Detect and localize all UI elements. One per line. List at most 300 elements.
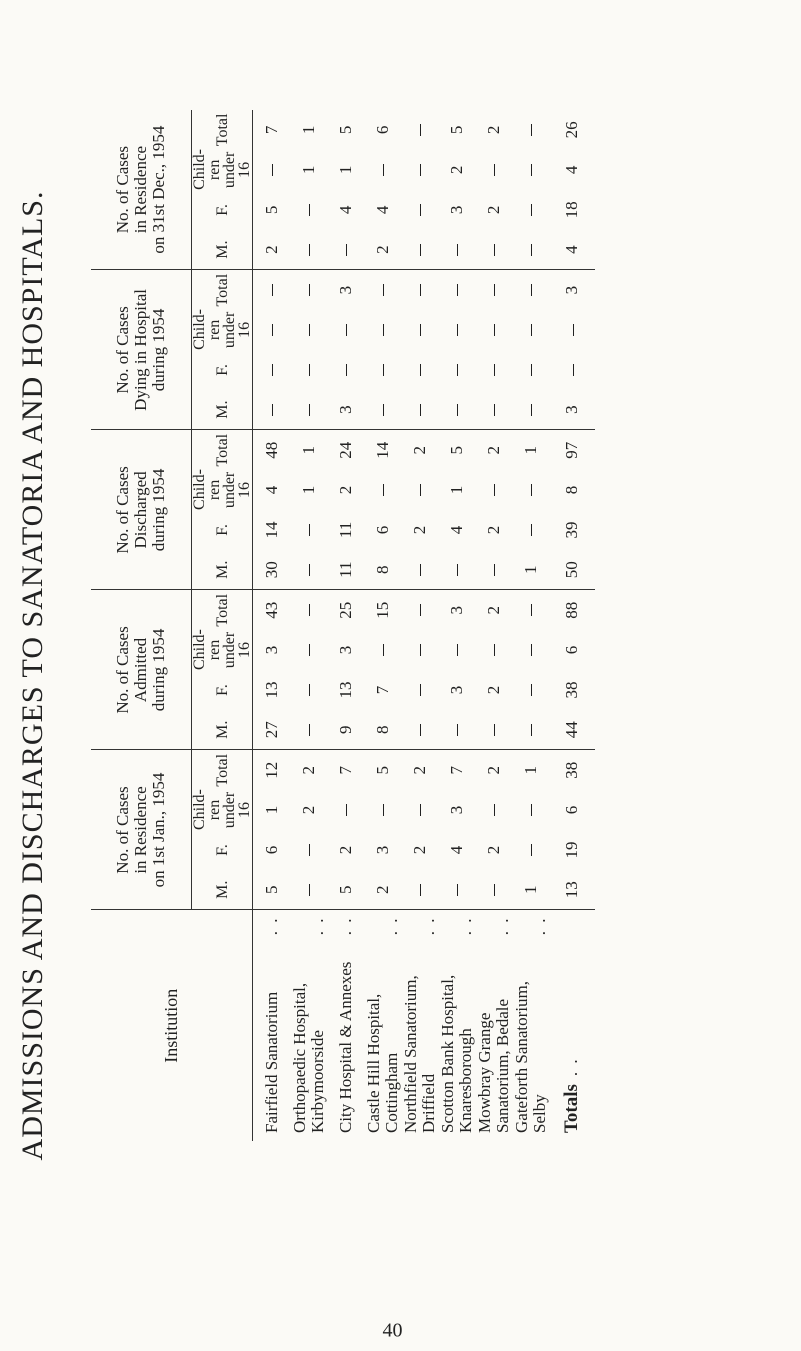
value-cell [364, 630, 401, 670]
value-cell: 13 [261, 681, 281, 699]
value-cell [549, 350, 595, 390]
subheader-cell: Child-ren under 16 [191, 629, 253, 670]
dash-mark [420, 604, 421, 616]
dash-mark [309, 604, 310, 616]
institution-name-line: Orthopaedic Hospital, [289, 982, 309, 1133]
institution-header: Institution [91, 910, 253, 1141]
subheader-cell: F. [192, 510, 253, 550]
value-cell [253, 150, 291, 190]
dash-mark [346, 244, 347, 256]
value-cell: 2 [483, 125, 503, 135]
value-cell: 8 [562, 485, 581, 495]
dash-mark [494, 804, 495, 816]
value-cell: 3 [372, 845, 392, 855]
value-cell [512, 630, 549, 670]
value-cell: 13 [335, 681, 355, 699]
value-cell [401, 270, 438, 310]
value-cell: 3 [327, 390, 364, 430]
institution-name-line: Northfield Sanatorium, [400, 975, 420, 1133]
value-cell: 2 [364, 230, 401, 270]
value-cell: 2 [446, 165, 466, 175]
dash-mark [383, 484, 384, 496]
institution-name-line: Fairfield Sanatorium . . [263, 911, 281, 1134]
dash-mark [531, 644, 532, 656]
value-cell [290, 390, 327, 430]
dash-mark [420, 724, 421, 736]
value-cell: 2 [483, 766, 503, 775]
totals-label: Totals [561, 1084, 582, 1133]
value-cell: 38 [562, 681, 581, 699]
group-header-line: No. of Cases [113, 466, 132, 554]
subheader-cell: F. [192, 350, 253, 390]
institution-name-line: Cottingham . . [383, 911, 401, 1134]
value-cell: 48 [261, 441, 281, 459]
value-cell [512, 830, 549, 870]
value-cell [438, 310, 475, 350]
group-header-line: Dying in Hospital [131, 288, 150, 411]
value-cell: 2 [483, 445, 503, 455]
dash-mark [573, 364, 574, 376]
dash-mark [494, 404, 495, 416]
table-row [364, 110, 401, 1141]
dash-mark [420, 284, 421, 296]
subheader-cell: Total [192, 430, 253, 470]
dash-mark [531, 164, 532, 176]
value-cell [512, 590, 549, 630]
value-cell: 1 [520, 766, 540, 775]
dash-mark [494, 564, 495, 576]
value-cell [290, 310, 327, 350]
value-cell: 3 [446, 205, 466, 215]
value-cell: 30 [253, 550, 291, 590]
value-cell: 1 [261, 805, 281, 815]
group-header-5 [91, 110, 192, 270]
subheader-cell: F. [192, 190, 253, 230]
dash-mark [309, 404, 310, 416]
value-cell: 2 [409, 766, 429, 775]
value-cell [549, 310, 595, 350]
group-header-2 [91, 590, 192, 750]
value-cell: 14 [261, 521, 281, 539]
institution-name-line: Kirbymoorside . . [309, 911, 327, 1134]
value-cell [438, 710, 475, 750]
value-cell: 5 [446, 125, 466, 135]
value-cell: 5 [327, 870, 364, 910]
value-cell: 1 [335, 165, 355, 175]
subheader-cell: Child-ren under 16 [191, 309, 253, 350]
dash-mark [494, 244, 495, 256]
dash-mark [309, 324, 310, 336]
dash-mark [272, 324, 273, 336]
group-header-3 [91, 430, 192, 590]
value-cell: 2 [483, 685, 503, 695]
subheader-cell: Total [192, 110, 253, 150]
subheader-cell: Total [192, 590, 253, 630]
value-cell [512, 510, 549, 550]
dash-mark [309, 644, 310, 656]
leader-dots: . . [562, 1057, 581, 1077]
group-header-line: during 1954 [149, 468, 168, 552]
value-cell [401, 470, 438, 510]
value-cell: 1 [298, 445, 318, 455]
value-cell [401, 590, 438, 630]
totals-label-cell [549, 910, 595, 1141]
value-cell: 2 [409, 845, 429, 855]
value-cell: 27 [253, 710, 291, 750]
table-body [253, 110, 596, 1141]
subheader-cell: M. [192, 550, 253, 590]
value-cell: 2 [298, 805, 318, 815]
dash-mark [420, 124, 421, 136]
value-cell: 6 [372, 125, 392, 135]
dash-mark [494, 724, 495, 736]
group-header-line: Discharged [131, 471, 150, 549]
value-cell [512, 350, 549, 390]
dash-mark [494, 284, 495, 296]
dash-mark [420, 204, 421, 216]
value-cell: 15 [372, 601, 392, 619]
value-cell: 2 [483, 605, 503, 615]
institution-name [327, 910, 364, 1141]
value-cell: 3 [446, 685, 466, 695]
value-cell [512, 190, 549, 230]
value-cell [512, 390, 549, 430]
value-cell [512, 150, 549, 190]
value-cell [512, 670, 549, 710]
value-cell [401, 390, 438, 430]
value-cell: 3 [335, 645, 355, 655]
value-cell [401, 230, 438, 270]
institution-name-line: Castle Hill Hospital, [363, 993, 383, 1133]
value-cell: 2 [483, 525, 503, 535]
dash-mark [531, 844, 532, 856]
institution-name [364, 910, 401, 1141]
value-cell [438, 390, 475, 430]
value-cell [401, 790, 438, 830]
table-row [327, 110, 364, 1141]
value-cell [364, 350, 401, 390]
dash-mark [420, 364, 421, 376]
value-cell [290, 350, 327, 390]
value-cell [253, 350, 291, 390]
subheader-cell: Child-ren under 16 [191, 148, 253, 190]
value-cell: 38 [562, 761, 581, 779]
dash-mark [309, 564, 310, 576]
dash-mark [531, 244, 532, 256]
dash-mark [494, 884, 495, 896]
group-header-line: No. of Cases [113, 306, 132, 394]
group-header-1 [91, 750, 192, 910]
value-cell: 3 [562, 285, 581, 295]
dash-mark [272, 364, 273, 376]
dash-mark [346, 364, 347, 376]
dash-mark [531, 484, 532, 496]
value-cell [364, 470, 401, 510]
leader-dots: . . [307, 916, 327, 936]
dash-mark [420, 164, 421, 176]
value-cell: 2 [298, 766, 318, 775]
value-cell: 25 [335, 601, 355, 619]
value-cell: 9 [327, 710, 364, 750]
dash-mark [309, 724, 310, 736]
dash-mark [272, 164, 273, 176]
dash-mark [272, 404, 273, 416]
value-cell [290, 870, 327, 910]
institution-name [438, 910, 475, 1141]
group-header-line: No. of Cases [113, 786, 132, 874]
subheader-cell: Child-ren under 16 [191, 789, 253, 830]
dash-mark [494, 644, 495, 656]
dash-mark [531, 404, 532, 416]
value-cell: 43 [261, 601, 281, 619]
value-cell: 6 [372, 525, 392, 535]
group-header-line: in Residence [131, 145, 150, 234]
dash-mark [494, 364, 495, 376]
value-cell: 39 [562, 521, 581, 539]
dash-mark [531, 684, 532, 696]
subheader-cell: Child-ren under 16 [191, 469, 253, 510]
value-cell: 5 [253, 870, 291, 910]
value-cell [475, 230, 512, 270]
dash-mark [383, 164, 384, 176]
value-cell: 2 [483, 845, 503, 855]
value-cell: 5 [335, 125, 355, 135]
dash-mark [383, 364, 384, 376]
value-cell [290, 550, 327, 590]
institution-name-line: Sanatorium, Bedale . . [494, 911, 512, 1134]
dash-mark [309, 844, 310, 856]
subheader-cell: F. [192, 670, 253, 710]
value-cell: 13 [549, 870, 595, 910]
value-cell: 7 [446, 766, 466, 775]
value-cell: 3 [261, 645, 281, 655]
value-cell [290, 230, 327, 270]
leader-dots: . . [492, 916, 512, 936]
value-cell: 3 [549, 390, 595, 430]
dash-mark [457, 324, 458, 336]
value-cell [475, 390, 512, 430]
dash-mark [420, 484, 421, 496]
dash-mark [346, 324, 347, 336]
value-cell: 1 [446, 485, 466, 495]
group-header-4 [91, 270, 192, 430]
group-header-row [91, 110, 192, 1141]
dash-mark [383, 324, 384, 336]
group-header-line: on 31st Dec., 1954 [149, 125, 168, 254]
dash-mark [457, 244, 458, 256]
value-cell: 4 [335, 205, 355, 215]
dash-mark [457, 644, 458, 656]
value-cell: 4 [549, 230, 595, 270]
value-cell: 44 [549, 710, 595, 750]
leader-dots: . . [335, 916, 355, 936]
value-cell: 26 [562, 121, 581, 139]
group-header-line: No. of Cases [113, 626, 132, 714]
value-cell [401, 150, 438, 190]
value-cell: 1 [298, 485, 318, 495]
group-header-line: in Residence [131, 786, 150, 874]
value-cell: 2 [364, 870, 401, 910]
value-cell [475, 350, 512, 390]
value-cell: 88 [562, 601, 581, 619]
dash-mark [573, 324, 574, 336]
dash-mark [420, 244, 421, 256]
value-cell [290, 190, 327, 230]
value-cell: 1 [520, 445, 540, 455]
value-cell: 1 [298, 165, 318, 175]
dash-mark [309, 204, 310, 216]
value-cell [401, 110, 438, 150]
dash-mark [494, 164, 495, 176]
dash-mark [383, 404, 384, 416]
dash-mark [309, 244, 310, 256]
value-cell [475, 550, 512, 590]
dash-mark [346, 804, 347, 816]
dash-mark [531, 284, 532, 296]
value-cell [512, 110, 549, 150]
value-cell: 6 [562, 805, 581, 815]
value-cell [290, 630, 327, 670]
value-cell [475, 710, 512, 750]
institution-name [475, 910, 512, 1141]
value-cell [364, 310, 401, 350]
value-cell: 2 [409, 445, 429, 455]
table-row [253, 110, 291, 1141]
value-cell [401, 670, 438, 710]
value-cell [512, 310, 549, 350]
value-cell [327, 790, 364, 830]
dash-mark [420, 324, 421, 336]
value-cell: 5 [261, 205, 281, 215]
institution-name [512, 910, 549, 1141]
value-cell [290, 710, 327, 750]
dash-mark [457, 404, 458, 416]
value-cell [512, 230, 549, 270]
value-cell [512, 710, 549, 750]
value-cell [364, 790, 401, 830]
group-header-line: during 1954 [149, 628, 168, 712]
institution-name [290, 910, 327, 1141]
value-cell [475, 310, 512, 350]
value-cell [290, 510, 327, 550]
value-cell: 4 [562, 165, 581, 175]
dash-mark [420, 644, 421, 656]
leader-dots: . . [455, 916, 475, 936]
institution-name-line: Driffield . . [420, 911, 438, 1134]
dash-mark [494, 324, 495, 336]
value-cell: 14 [372, 441, 392, 459]
dash-mark [531, 524, 532, 536]
value-cell [438, 270, 475, 310]
value-cell [253, 270, 291, 310]
value-cell: 3 [446, 605, 466, 615]
table-row [512, 110, 549, 1141]
leader-dots: . . [261, 916, 281, 936]
page-number: 40 [382, 1319, 403, 1342]
value-cell [327, 310, 364, 350]
value-cell [253, 310, 291, 350]
value-cell: 4 [446, 525, 466, 535]
leader-dots: . . [381, 916, 401, 936]
dash-mark [457, 284, 458, 296]
value-cell: 18 [562, 201, 581, 219]
group-header-line: on 1st Jan., 1954 [149, 772, 168, 888]
value-cell: 8 [364, 550, 401, 590]
value-cell [290, 670, 327, 710]
dash-mark [420, 684, 421, 696]
value-cell [512, 790, 549, 830]
institution-name-line: Mowbray Grange [474, 1012, 494, 1133]
dash-mark [309, 684, 310, 696]
value-cell [327, 350, 364, 390]
dash-mark [457, 364, 458, 376]
dash-mark [272, 284, 273, 296]
dash-mark [457, 724, 458, 736]
value-cell: 8 [364, 710, 401, 750]
value-cell: 7 [261, 125, 281, 135]
institution-name-line: Selby . . [531, 911, 549, 1134]
institution-name [253, 910, 291, 1141]
table-row [401, 110, 438, 1141]
table-row [438, 110, 475, 1141]
value-cell [512, 470, 549, 510]
subheader-cell: Total [192, 750, 253, 790]
value-cell: 6 [562, 645, 581, 655]
dash-mark [531, 204, 532, 216]
dash-mark [420, 564, 421, 576]
group-header-line: during 1954 [149, 308, 168, 392]
dash-mark [531, 724, 532, 736]
value-cell [475, 870, 512, 910]
value-cell [512, 270, 549, 310]
group-header-line: Admitted [131, 637, 150, 703]
value-cell: 2 [483, 205, 503, 215]
value-cell: 5 [446, 445, 466, 455]
value-cell [401, 350, 438, 390]
value-cell: 4 [261, 485, 281, 495]
value-cell: 97 [562, 441, 581, 459]
value-cell [401, 870, 438, 910]
leader-dots: . . [418, 916, 438, 936]
value-cell: 1 [512, 870, 549, 910]
table-row [290, 110, 327, 1141]
value-cell: 2 [409, 525, 429, 535]
dash-mark [457, 884, 458, 896]
dash-mark [309, 364, 310, 376]
value-cell [475, 150, 512, 190]
value-cell [475, 790, 512, 830]
dash-mark [531, 124, 532, 136]
value-cell [401, 550, 438, 590]
value-cell [438, 550, 475, 590]
value-cell [438, 230, 475, 270]
admissions-table [91, 110, 595, 1141]
value-cell: 24 [335, 441, 355, 459]
value-cell [401, 310, 438, 350]
value-cell: 1 [512, 550, 549, 590]
value-cell: 3 [335, 285, 355, 295]
group-header-line: No. of Cases [113, 145, 132, 234]
value-cell [290, 590, 327, 630]
value-cell: 6 [261, 845, 281, 855]
value-cell [438, 630, 475, 670]
dash-mark [383, 804, 384, 816]
value-cell: 12 [261, 761, 281, 779]
dash-mark [531, 324, 532, 336]
value-cell [253, 390, 291, 430]
value-cell [290, 830, 327, 870]
value-cell: 50 [549, 550, 595, 590]
